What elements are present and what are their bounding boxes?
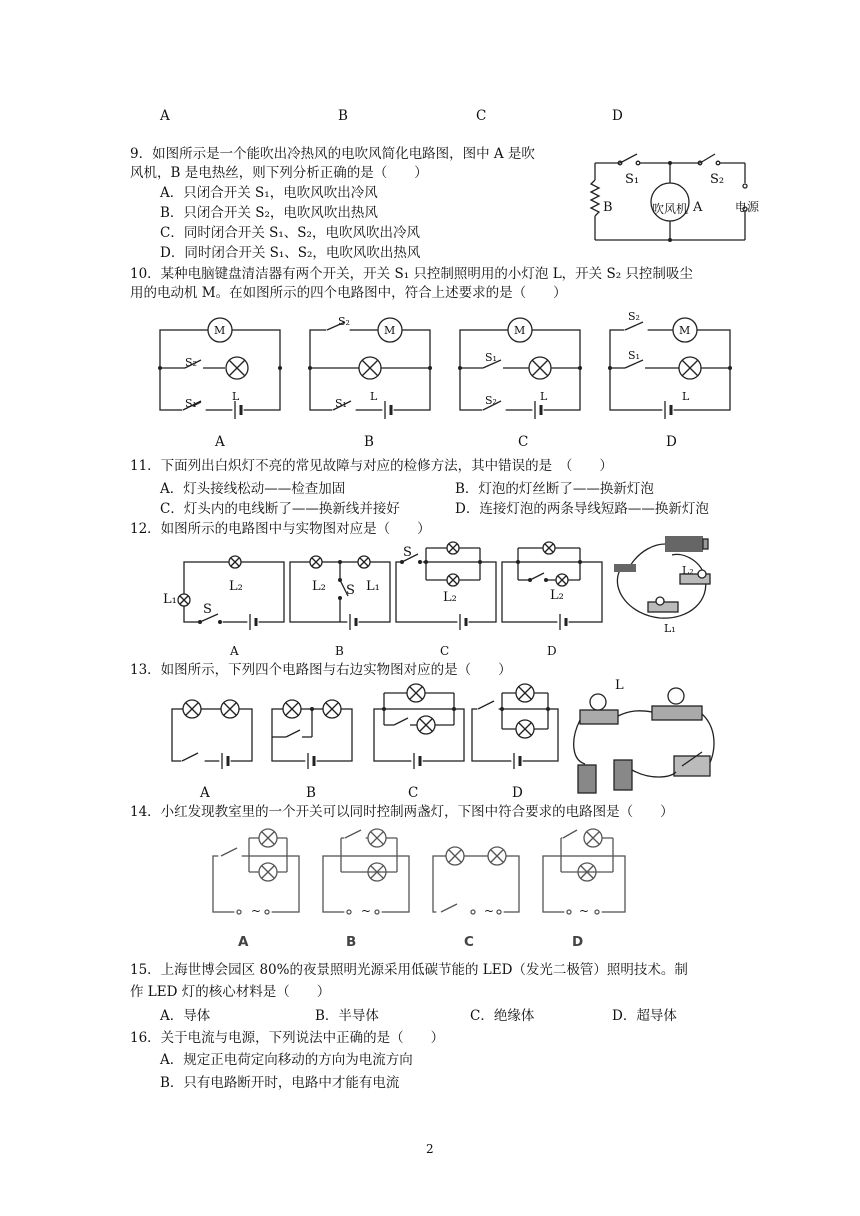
q13-circuit-c [374,684,464,769]
prev-option-label-c: C [476,108,487,124]
q14-d-ac-symbol: ~ [579,904,590,918]
svg-text:M: M [384,324,396,337]
q10-b-label-l: L [370,390,378,403]
q9-option-c: C．同时闭合开关 S₁、S₂，电吹风吹出冷风 [160,225,420,241]
q11-option-b: B．灯泡的灯丝断了——换新灯泡 [455,481,654,497]
prev-option-label-a: A [160,108,170,124]
q12-c-label-s: S [403,545,412,560]
q12-a-label-s: S [203,602,212,617]
q9-stem-line1: 9．如图所示是一个能吹出冷热风的电吹风简化电路图，图中 A 是吹 [130,146,535,162]
q12-label-c: C [440,644,450,658]
q9-label-fan: 吹风机 [652,202,689,216]
q9-option-b: B．只闭合开关 S₂，电吹风吹出热风 [160,205,378,221]
prev-option-label-b: B [338,108,348,124]
q10-label-d: D [666,434,677,450]
q12-circuit-d [502,542,602,630]
q14-label-a: A [238,934,249,950]
q14-b-ac-symbol: ~ [361,904,372,918]
q10-b-label-s1: S₁ [335,397,347,410]
q13-label-b: B [306,785,316,801]
q12-apparatus-picture [610,530,720,630]
q11-stem: 11．下面列出白炽灯不亮的常见故障与对应的检修方法，其中错误的是 （ ） [130,458,613,474]
q10-circuit-a [158,318,282,419]
q10-stem-line1: 10．某种电脑键盘清洁器有两个开关，开关 S₁ 只控制照明用的小灯泡 L，开关 S₂ 只控制吸尘 [130,266,693,282]
q9-label-b: B [603,200,613,215]
q12-b-label-s: S [346,583,355,598]
svg-text:M: M [679,324,691,337]
q11-option-d: D．连接灯泡的两条导线短路——换新灯泡 [455,501,709,517]
q15-option-c: C．绝缘体 [470,1008,535,1024]
q13-circuit-d [472,684,558,769]
q14-circuit-c [433,847,519,916]
q14-a-ac-symbol: ~ [251,904,262,918]
q12-apparatus-label-l1: L₁ [664,622,676,635]
q12-c-label-l2: L₂ [443,590,457,605]
q13-circuit-a [172,700,252,769]
q14-label-c: C [464,934,474,950]
q14-circuit-d [543,829,625,916]
q14-c-ac-symbol: ~ [484,904,495,918]
svg-text:M: M [514,324,526,337]
q13-label-a: A [200,785,210,801]
q9-label-s1: S₁ [625,172,640,187]
q15-stem-line2: 作 LED 灯的核心材料是（ ） [130,984,331,1000]
q10-circuits [155,312,735,412]
q10-label-c: C [518,434,529,450]
q9-option-d: D．同时闭合开关 S₁、S₂，电吹风吹出热风 [160,245,421,261]
q9-stem-line2: 风机，B 是电热丝，则下列分析正确的是（ ） [130,165,428,181]
q10-c-label-l: L [540,390,548,403]
q9-label-power: 电源 [735,200,760,214]
q10-a-label-l: L [232,390,240,403]
q13-apparatus-picture [570,680,730,800]
q10-label-a: A [215,434,225,450]
q10-stem-line2: 用的电动机 M。在如图所示的四个电路图中，符合上述要求的是（ ） [130,285,567,301]
q12-label-d: D [547,644,557,658]
q13-label-d: D [512,785,523,801]
q12-a-label-l1: L₁ [163,592,177,607]
q14-label-b: B [346,934,357,950]
q15-stem-line1: 15．上海世博会园区 80%的夜景照明光源采用低碳节能的 LED（发光二极管）照明技术。制 [130,962,688,978]
q10-d-label-l: L [682,390,690,403]
q14-label-d: D [572,934,584,950]
q9-label-s2: S₂ [710,172,725,187]
q12-d-label-l2: L₂ [550,588,564,603]
q10-b-label-s2: S₂ [338,315,350,328]
q14-circuit-a [213,829,299,916]
q14-stem: 14．小红发现教室里的一个开关可以同时控制两盏灯，下图中符合要求的电路图是（ ） [130,804,674,820]
q14-circuit-b [323,829,409,916]
q11-option-c: C．灯头内的电线断了——换新线并接好 [160,501,400,517]
q13-apparatus-label-l: L [615,678,624,693]
q10-circuit-d [608,318,732,419]
q13-circuit-b [272,700,352,769]
q16-option-a: A．规定正电荷定向移动的方向为电流方向 [160,1052,413,1068]
q9-label-a: A [693,200,703,215]
q14-circuits [205,828,625,920]
q12-a-label-l2: L₂ [229,579,243,594]
q10-a-label-s2: S₂ [185,356,197,369]
q10-label-b: B [364,434,374,450]
q10-a-label-s1: S₁ [185,397,197,410]
q12-label-b: B [335,644,344,658]
q9-option-a: A．只闭合开关 S₁，电吹风吹出冷风 [160,185,378,201]
q12-apparatus-label-l2: L₂ [682,564,694,577]
q10-d-label-s1: S₁ [628,349,640,362]
q15-option-b: B．半导体 [315,1008,379,1024]
q10-c-label-s1: S₁ [485,351,497,364]
q10-c-label-s2: S₂ [485,394,497,407]
q12-b-label-l1: L₁ [366,579,380,594]
q10-circuit-b [308,318,432,419]
q11-option-a: A．灯头接线松动——检查加固 [160,481,346,497]
q16-option-b: B．只有电路断开时，电路中才能有电流 [160,1075,400,1091]
q15-option-a: A．导体 [160,1008,211,1024]
q12-b-label-l2: L₂ [312,579,326,594]
q12-label-a: A [230,644,239,658]
q15-option-d: D．超导体 [612,1008,677,1024]
q13-stem: 13．如图所示，下列四个电路图与右边实物图对应的是（ ） [130,662,512,678]
q12-stem: 12．如图所示的电路图中与实物图对应是（ ） [130,521,431,537]
page-number: 2 [426,1142,434,1156]
q13-circuits [168,683,568,768]
svg-text:M: M [214,324,226,337]
q13-label-c: C [408,785,419,801]
prev-option-label-d: D [612,108,623,124]
q16-stem: 16．关于电流与电源，下列说法中正确的是（ ） [130,1030,445,1046]
q10-d-label-s2: S₂ [628,310,640,323]
q10-circuit-c [458,318,582,419]
